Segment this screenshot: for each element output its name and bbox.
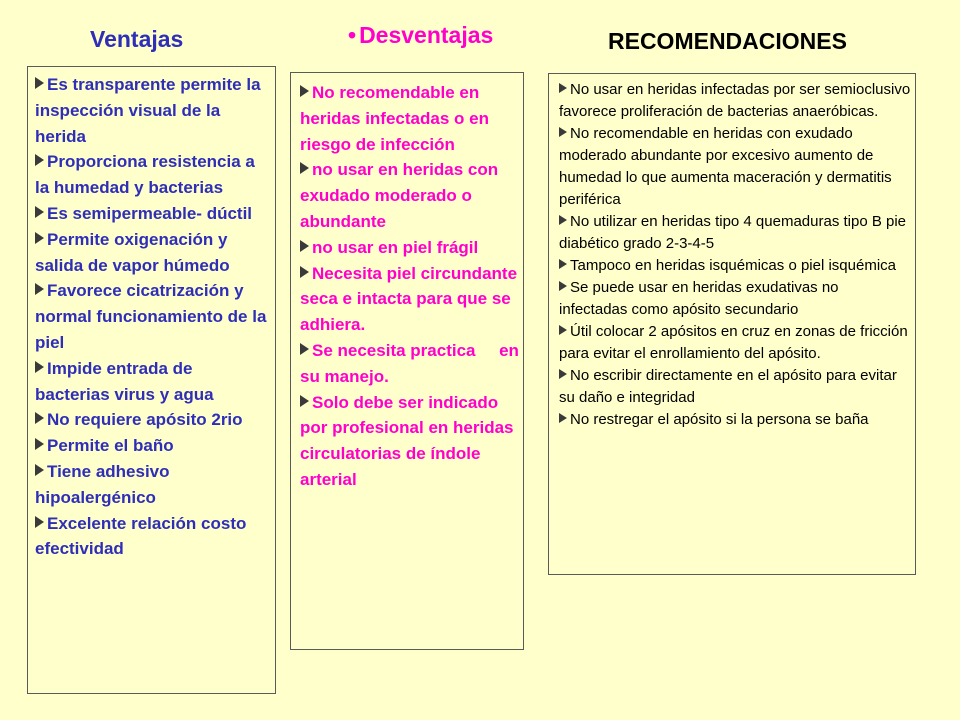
recomendaciones-item (559, 255, 911, 277)
recomendaciones-item (559, 79, 915, 123)
arrowhead-bullet-icon (300, 395, 309, 407)
arrowhead-bullet-icon (559, 281, 567, 291)
arrowhead-bullet-icon (300, 85, 309, 97)
desventajas-item (300, 261, 522, 338)
desventajas-item (300, 235, 519, 261)
arrowhead-bullet-icon (35, 206, 44, 218)
recomendaciones-item (559, 365, 911, 409)
arrowhead-bullet-icon (559, 325, 567, 335)
arrowhead-bullet-icon (35, 77, 44, 89)
desventajas-item-text: Se necesita practica en su manejo. (300, 340, 524, 386)
desventajas-item-text: No recomendable en heridas infectadas o en riesgo de infección (300, 83, 494, 154)
desventajas-item (300, 80, 519, 157)
arrowhead-bullet-icon (35, 464, 44, 476)
recomendaciones-item (559, 409, 911, 431)
recomendaciones-item (559, 211, 911, 255)
ventajas-list (35, 72, 271, 562)
recomendaciones-item-text: No recomendable en heridas con exudado moderado abundante por excesivo aumento de humedad lo que aumenta maceración y dermatitis periférica (559, 125, 896, 208)
ventajas-item (35, 149, 271, 201)
arrowhead-bullet-icon (300, 266, 309, 278)
recomendaciones-item-text: Se puede usar en heridas exudativas no infectadas como apósito secundario (559, 279, 843, 318)
ventajas-item-text: Permite oxigenación y salida de vapor húmedo (35, 229, 233, 275)
ventajas-item-text: Impide entrada de bacterias virus y agua (35, 358, 214, 404)
ventajas-item (35, 511, 271, 563)
ventajas-item-text: Permite el baño (47, 436, 174, 456)
arrowhead-bullet-icon (300, 343, 309, 355)
arrowhead-bullet-icon (559, 83, 567, 93)
ventajas-item-text: Es semipermeable- dúctil (47, 203, 253, 223)
desventajas-item (300, 157, 519, 234)
ventajas-item (35, 201, 271, 227)
recomendaciones-item (559, 123, 911, 211)
arrowhead-bullet-icon (559, 259, 567, 269)
arrowhead-bullet-icon (35, 438, 44, 450)
ventajas-item (35, 433, 271, 459)
desventajas-item-text: Solo debe ser indicado por profesional en heridas circulatorias de índole arterial (300, 392, 519, 489)
arrowhead-bullet-icon (35, 516, 44, 528)
desventajas-item-text: no usar en heridas con exudado moderado o abundante (300, 160, 503, 231)
desventajas-box (290, 72, 524, 650)
desventajas-heading (348, 22, 493, 49)
arrowhead-bullet-icon (35, 154, 44, 166)
ventajas-box (27, 66, 276, 694)
desventajas-list (300, 80, 524, 493)
ventajas-item-text: Proporciona resistencia a la humedad y bacterias (35, 152, 260, 198)
ventajas-item (35, 407, 271, 433)
ventajas-item-text: Tiene adhesivo hipoalergénico (35, 461, 175, 507)
ventajas-item (35, 356, 271, 408)
arrowhead-bullet-icon (559, 413, 567, 423)
arrowhead-bullet-icon (559, 215, 567, 225)
recomendaciones-item-text: No restregar el apósito si la persona se baña (570, 411, 869, 428)
arrowhead-bullet-icon (300, 240, 309, 252)
arrowhead-bullet-icon (559, 127, 567, 137)
ventajas-item-text: Es transparente permite la inspección visual de la herida (35, 75, 266, 146)
ventajas-item (35, 227, 271, 279)
recomendaciones-item-text: No utilizar en heridas tipo 4 quemaduras tipo B pie diabético grado 2-3-4-5 (559, 213, 911, 252)
heading-bullet: • (348, 22, 357, 48)
recomendaciones-item (559, 277, 911, 321)
recomendaciones-item-text: No escribir directamente en el apósito para evitar su daño e integridad (559, 367, 902, 406)
recomendaciones-item-text: No usar en heridas infectadas por ser semioclusivo favorece proliferación de bacterias anaeróbicas. (559, 81, 915, 120)
recomendaciones-item-text: Tampoco en heridas isquémicas o piel isquémica (570, 257, 897, 274)
desventajas-heading-text: Desventajas (359, 22, 494, 48)
desventajas-item-text: no usar en piel frágil (312, 237, 479, 257)
recomendaciones-heading: RECOMENDACIONES (608, 28, 847, 54)
ventajas-item-text: Favorece cicatrización y normal funcionamiento de la piel (35, 281, 272, 352)
desventajas-item (300, 390, 519, 493)
recomendaciones-box (548, 73, 916, 575)
arrowhead-bullet-icon (35, 361, 44, 373)
recomendaciones-item (559, 321, 911, 365)
arrowhead-bullet-icon (300, 162, 309, 174)
ventajas-item (35, 459, 271, 511)
ventajas-item (35, 278, 271, 355)
arrowhead-bullet-icon (35, 283, 44, 295)
ventajas-item-text: No requiere apósito 2rio (47, 410, 243, 430)
arrowhead-bullet-icon (35, 232, 44, 244)
desventajas-item-text: Necesita piel circundante seca e intacta para que se adhiera. (300, 263, 522, 335)
desventajas-item (300, 338, 524, 390)
recomendaciones-item-text: Útil colocar 2 apósitos en cruz en zonas de fricción para evitar el enrollamiento del apósito. (559, 323, 912, 362)
arrowhead-bullet-icon (559, 369, 567, 379)
recomendaciones-list (559, 79, 915, 431)
ventajas-heading: Ventajas (90, 26, 184, 52)
ventajas-item (35, 72, 271, 149)
arrowhead-bullet-icon (35, 412, 44, 424)
ventajas-item-text: Excelente relación costo efectividad (35, 513, 252, 559)
